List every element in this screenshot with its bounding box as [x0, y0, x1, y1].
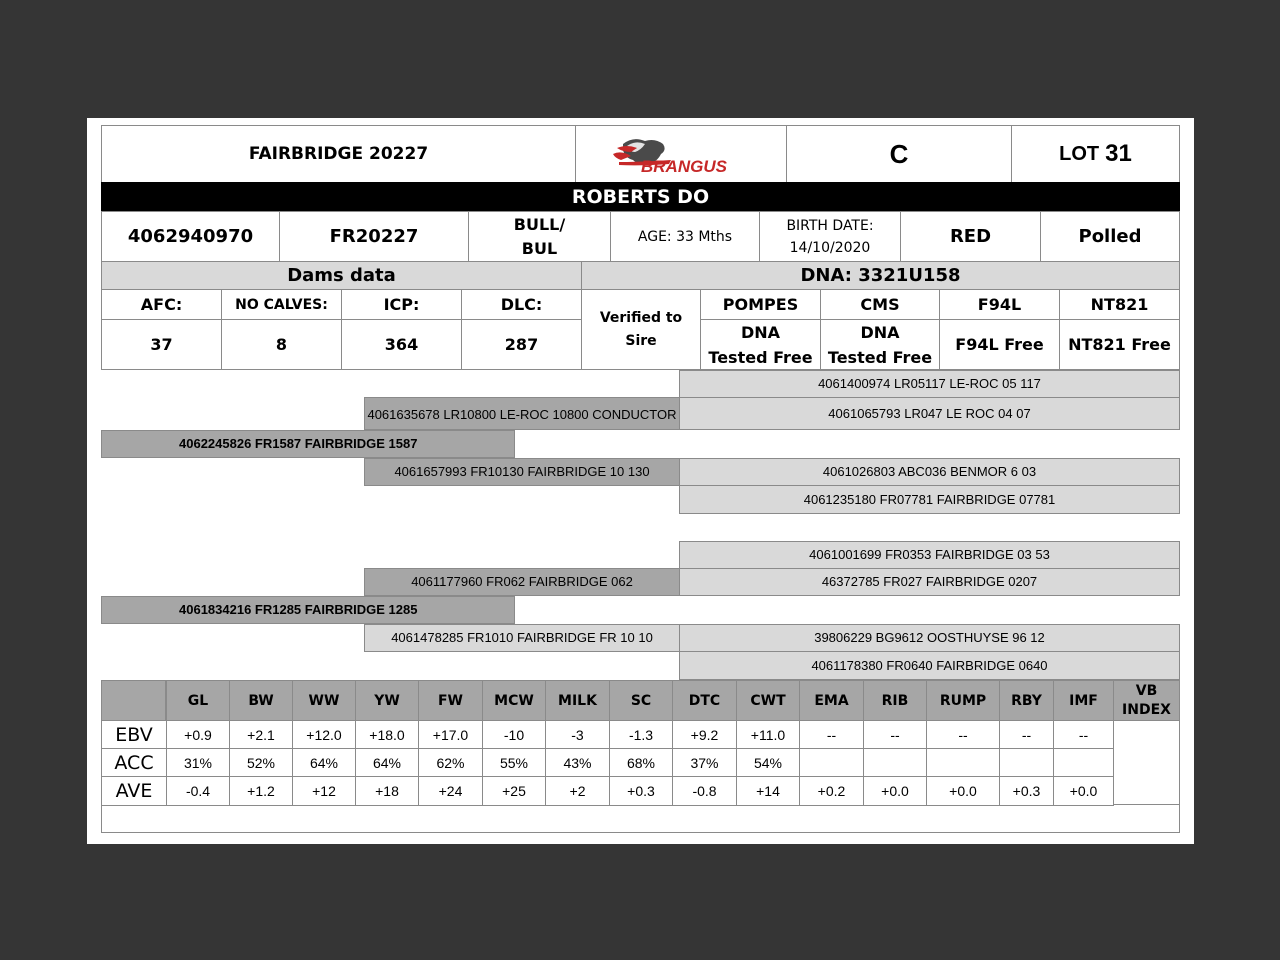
verified-line1: Verified to	[599, 309, 683, 326]
ebv-header-sc: SC	[609, 680, 673, 721]
grade-cell	[786, 125, 1012, 183]
dlc-value-text: 287	[504, 335, 539, 354]
pedigree-sire	[101, 430, 515, 458]
ebv-cell-acc-rby	[999, 748, 1054, 777]
cms-value	[820, 319, 940, 370]
ebv-header-mcw: MCW	[482, 680, 546, 721]
colour-text: RED	[949, 226, 992, 247]
ebv-cell-acc-ema	[799, 748, 864, 777]
ebv-cell-acc-bw: 52%	[229, 748, 293, 777]
pompes-line1: DNA	[740, 322, 781, 342]
ped-text: 39806229 BG9612 OOSTHUYSE 96 12	[814, 630, 1045, 645]
ebv-cell-acc-sc: 68%	[609, 748, 673, 777]
owner-name: ROBERTS DO	[571, 185, 710, 208]
dams-title: Dams data	[287, 265, 396, 286]
ebv-cell-ebv-gl: +0.9	[166, 720, 230, 749]
ebv-header-rump: RUMP	[926, 680, 1000, 721]
afc-label	[101, 289, 222, 320]
pedigree-dam	[101, 596, 515, 624]
brangus-logo	[575, 125, 787, 183]
owner-bar	[101, 182, 1180, 211]
ebv-header-rib: RIB	[863, 680, 927, 721]
ped-text: 4061834216 FR1285 FAIRBRIDGE 1285	[179, 602, 418, 617]
afc-label-text: AFC:	[140, 295, 183, 314]
pedigree-sd-dam	[679, 485, 1180, 514]
vb-line1: VB	[1135, 682, 1158, 699]
f94l-value	[939, 319, 1060, 370]
ebv-cell-acc-rib	[863, 748, 927, 777]
animal-tag	[279, 211, 469, 262]
ebv-cell-ave-ww: +12	[292, 776, 356, 806]
calves-value-text: 8	[275, 335, 288, 354]
ebv-cell-ave-dtc: -0.8	[672, 776, 737, 806]
ebv-cell-ebv-mcw: -10	[482, 720, 546, 749]
ped-text: 4061177960 FR062 FAIRBRIDGE 062	[411, 574, 633, 589]
ebv-cell-acc-imf	[1053, 748, 1114, 777]
ebv-cell-ave-gl: -0.4	[166, 776, 230, 806]
grade: C	[889, 138, 909, 169]
ebv-header-milk: MILK	[545, 680, 610, 721]
ebv-header-rby: RBY	[999, 680, 1054, 721]
birth-label: BIRTH DATE:	[786, 217, 874, 234]
ebv-cell-ebv-fw: +17.0	[418, 720, 483, 749]
ebv-row-label-acc: ACC	[101, 748, 167, 777]
pedigree-dd-sire	[679, 624, 1180, 652]
birth-date-cell	[759, 211, 901, 262]
ebv-header-gl: GL	[166, 680, 230, 721]
ebv-cell-acc-ww: 64%	[292, 748, 356, 777]
ped-text: 46372785 FR027 FAIRBRIDGE 0207	[821, 574, 1038, 589]
ebv-row-label-ave: AVE	[101, 776, 167, 806]
ebv-row-label-ebv: EBV	[101, 720, 167, 749]
ebv-cell-ebv-rump: --	[926, 720, 1000, 749]
dna-title: DNA: 3321U158	[800, 265, 961, 286]
icp-value	[341, 319, 462, 370]
animal-name	[101, 125, 576, 183]
ebv-cell-ebv-dtc: +9.2	[672, 720, 737, 749]
ped-text: 4061657993 FR10130 FAIRBRIDGE 10 130	[394, 464, 650, 479]
animal-age	[610, 211, 760, 262]
dams-data-header	[101, 261, 582, 290]
ebv-header-ema: EMA	[799, 680, 864, 721]
pedigree-ss-sire	[679, 370, 1180, 398]
f94l-label	[939, 289, 1060, 320]
lot-cell	[1011, 125, 1180, 183]
pedigree-dam-dam	[364, 624, 680, 652]
ebv-cell-ave-rib: +0.0	[863, 776, 927, 806]
ebv-cell-acc-yw: 64%	[355, 748, 419, 777]
pedigree-sd-sire	[679, 458, 1180, 486]
cms-label-text: CMS	[860, 295, 900, 314]
cms-line2: Tested Free	[827, 347, 933, 367]
verified-line2: Sire	[625, 332, 657, 349]
vb-line2: INDEX	[1122, 701, 1171, 718]
calves-label-text: NO CALVES:	[235, 296, 328, 313]
animal-sex	[468, 211, 611, 262]
ebv-cell-acc-rump	[926, 748, 1000, 777]
ebv-cell-ave-bw: +1.2	[229, 776, 293, 806]
ebv-cell-ave-yw: +18	[355, 776, 419, 806]
pompes-value	[700, 319, 821, 370]
pedigree-dam-sire	[364, 568, 680, 596]
ebv-cell-ebv-yw: +18.0	[355, 720, 419, 749]
dlc-value	[461, 319, 582, 370]
pedigree-ds-dam	[679, 568, 1180, 596]
vb-index-header	[1113, 680, 1180, 721]
dna-header	[581, 261, 1180, 290]
lot-label: LOT	[1059, 142, 1100, 165]
bull-head-icon	[611, 132, 751, 176]
ebv-cell-ave-mcw: +25	[482, 776, 546, 806]
pompes-line2: Tested Free	[708, 347, 813, 367]
svg-text:BRANGUS: BRANGUS	[641, 157, 727, 176]
icp-value-text: 364	[384, 335, 419, 354]
horn-text: Polled	[1078, 226, 1142, 247]
animal-name-text: FAIRBRIDGE 20227	[248, 144, 429, 164]
ebv-cell-ave-sc: +0.3	[609, 776, 673, 806]
ebv-cell-ebv-bw: +2.1	[229, 720, 293, 749]
ped-text: 4061065793 LR047 LE ROC 04 07	[828, 405, 1031, 421]
pedigree-sire-dam	[364, 458, 680, 486]
ebv-header-bw: BW	[229, 680, 293, 721]
pedigree-dd-dam	[679, 651, 1180, 680]
animal-tag-text: FR20227	[329, 226, 419, 247]
age-text: AGE: 33 Mths	[637, 228, 733, 245]
pompes-label	[700, 289, 821, 320]
animal-id-text: 4062940970	[127, 226, 254, 247]
birth-date: 14/10/2020	[789, 239, 871, 256]
nt821-value	[1059, 319, 1180, 370]
f94l-value-text: F94L Free	[955, 335, 1044, 354]
ebv-header-yw: YW	[355, 680, 419, 721]
ebv-cell-ebv-sc: -1.3	[609, 720, 673, 749]
ebv-corner	[101, 680, 166, 721]
ped-text: 4061178380 FR0640 FAIRBRIDGE 0640	[811, 657, 1048, 673]
ebv-cell-ebv-rib: --	[863, 720, 927, 749]
ebv-cell-acc-dtc: 37%	[672, 748, 737, 777]
vb-index-value	[1113, 720, 1180, 805]
lot-card	[87, 118, 1194, 844]
ebv-cell-ebv-imf: --	[1053, 720, 1114, 749]
ebv-cell-ave-rby: +0.3	[999, 776, 1054, 806]
ebv-cell-acc-gl: 31%	[166, 748, 230, 777]
ped-text: 4061235180 FR07781 FAIRBRIDGE 07781	[803, 491, 1056, 507]
afc-value-text: 37	[150, 335, 173, 354]
ped-text: 4061026803 ABC036 BENMOR 6 03	[822, 464, 1037, 479]
ebv-cell-acc-milk: 43%	[545, 748, 610, 777]
ebv-cell-acc-mcw: 55%	[482, 748, 546, 777]
animal-colour	[900, 211, 1041, 262]
ebv-cell-ave-fw: +24	[418, 776, 483, 806]
dlc-label-text: DLC:	[500, 295, 543, 314]
cms-label	[820, 289, 940, 320]
ebv-cell-acc-fw: 62%	[418, 748, 483, 777]
pedigree-ds-sire	[679, 541, 1180, 569]
ebv-cell-ebv-rby: --	[999, 720, 1054, 749]
pompes-label-text: POMPES	[722, 295, 799, 314]
sex-line2: BUL	[521, 238, 558, 258]
ebv-header-fw: FW	[418, 680, 483, 721]
nt821-value-text: NT821 Free	[1068, 335, 1171, 354]
icp-label	[341, 289, 462, 320]
ebv-cell-ebv-ema: --	[799, 720, 864, 749]
animal-id	[101, 211, 280, 262]
ebv-header-dtc: DTC	[672, 680, 737, 721]
afc-value	[101, 319, 222, 370]
lot-number: 31	[1105, 140, 1132, 167]
icp-label-text: ICP:	[383, 295, 420, 314]
ebv-cell-ebv-ww: +12.0	[292, 720, 356, 749]
no-calves-label	[221, 289, 342, 320]
animal-horn-status	[1040, 211, 1180, 262]
ped-text: 4061478285 FR1010 FAIRBRIDGE FR 10 10	[391, 630, 653, 645]
dlc-label	[461, 289, 582, 320]
cms-line1: DNA	[860, 322, 900, 342]
ebv-cell-ebv-cwt: +11.0	[736, 720, 800, 749]
f94l-label-text: F94L	[977, 295, 1022, 314]
verified-to-sire	[581, 289, 701, 370]
ebv-header-ww: WW	[292, 680, 356, 721]
pedigree-sire-sire	[364, 397, 680, 430]
ped-text: 4062245826 FR1587 FAIRBRIDGE 1587	[179, 436, 418, 451]
nt821-label-text: NT821	[1090, 295, 1149, 314]
no-calves-value	[221, 319, 342, 370]
ped-text: 4061400974 LR05117 LE-ROC 05 117	[818, 376, 1041, 391]
ebv-cell-ave-rump: +0.0	[926, 776, 1000, 806]
ebv-cell-ave-ema: +0.2	[799, 776, 864, 806]
ped-text: 4061001699 FR0353 FAIRBRIDGE 03 53	[809, 547, 1050, 562]
ebv-header-cwt: CWT	[736, 680, 800, 721]
ebv-cell-acc-cwt: 54%	[736, 748, 800, 777]
ebv-cell-ave-milk: +2	[545, 776, 610, 806]
ebv-cell-ebv-milk: -3	[545, 720, 610, 749]
ebv-cell-ave-cwt: +14	[736, 776, 800, 806]
ebv-cell-ave-imf: +0.0	[1053, 776, 1114, 806]
ped-text: 4061635678 LR10800 LE-ROC 10800 CONDUCTOR	[367, 406, 677, 422]
ebv-header-imf: IMF	[1053, 680, 1114, 721]
nt821-label	[1059, 289, 1180, 320]
sex-line1: BULL/	[513, 214, 566, 234]
pedigree-ss-dam	[679, 397, 1180, 430]
